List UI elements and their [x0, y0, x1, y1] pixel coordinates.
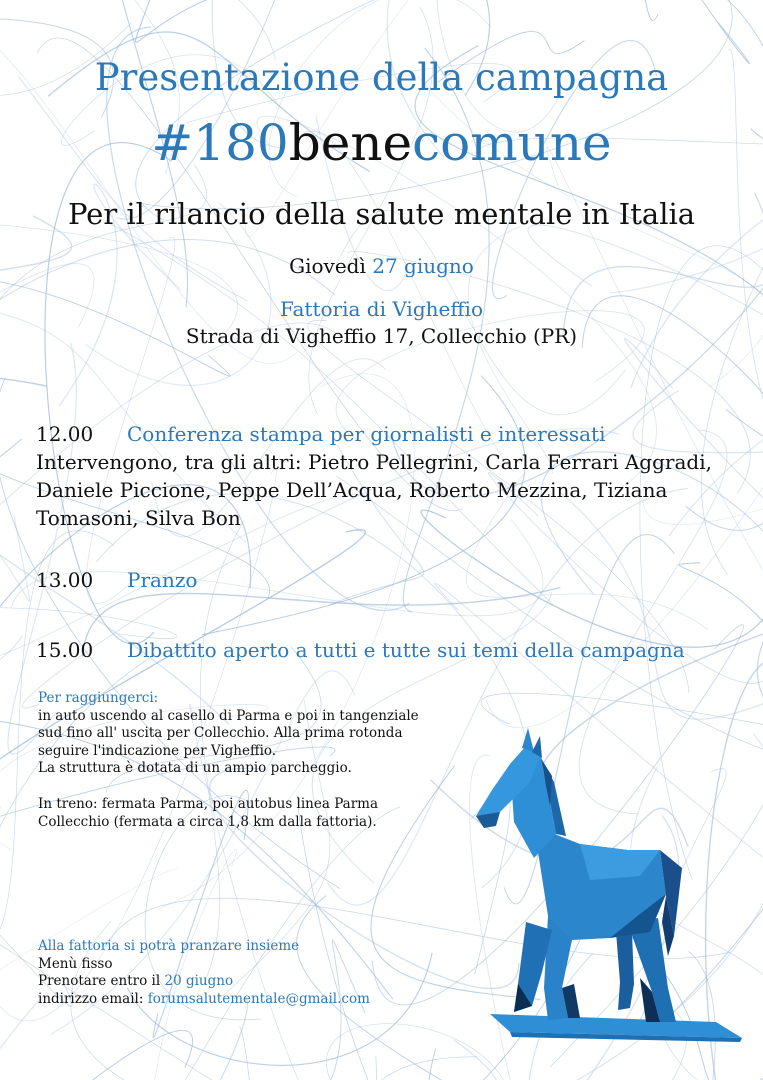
schedule-item: [36, 636, 751, 664]
hashtag-number: #180: [151, 114, 289, 172]
directions-line: In treno: fermata Parma, poi autobus linea Parma: [38, 796, 379, 812]
scribble-stroke: [141, 0, 732, 209]
directions-line: Collecchio (fermata a circa 1,8 km dalla fattoria).: [38, 813, 377, 830]
directions-car: [38, 690, 458, 778]
origami-horse-icon: [470, 726, 745, 1046]
scribble-stroke: [358, 1057, 478, 1080]
scribble-stroke: [240, 1026, 284, 1080]
scribble-stroke: [0, 608, 177, 639]
hashtag-bene: bene: [288, 114, 413, 172]
schedule-title: Pranzo: [127, 568, 198, 592]
event-day: Giovedì: [289, 254, 366, 278]
event-date-value: 27 giugno: [372, 254, 474, 278]
scribble-stroke: [0, 495, 30, 602]
contact-email: indirizzo email: forumsalutementale@gmail.com: [38, 990, 370, 1007]
scribble-stroke: [0, 841, 11, 1080]
schedule-time: 15.00: [36, 638, 94, 662]
lunch-info: [38, 938, 458, 1008]
venue-address: Strada di Vigheffio 17, Collecchio (PR): [185, 324, 578, 348]
scribble-stroke: [0, 635, 23, 755]
directions-train: [38, 796, 458, 831]
scribble-stroke: [308, 1056, 379, 1080]
schedule-item: [36, 420, 751, 532]
booking-deadline: Prenotare entro il 20 giugno: [38, 973, 234, 989]
scribble-stroke: [135, 0, 319, 42]
directions-line: La struttura è dotata di un ampio parcheggio.: [38, 760, 352, 776]
title-line: Presentazione della campagna: [94, 56, 669, 99]
schedule-time: 12.00: [36, 422, 94, 446]
lunch-heading: Alla fattoria si potrà pranzare insieme: [38, 938, 300, 954]
email-link[interactable]: forumsalutementale@gmail.com: [147, 990, 370, 1007]
campaign-hashtag: [0, 112, 763, 174]
schedule-title: Dibattito aperto a tutti e tutte sui temi della campagna: [127, 638, 685, 662]
schedule-detail: Intervengono, tra gli altri: Pietro Pellegrini, Carla Ferrari Aggradi, Daniele Piccione, Peppe Dell’Acqua, Roberto Mezzina, Tiziana Tomasoni, Silva Bon: [36, 450, 712, 530]
scribble-stroke: [0, 1030, 193, 1080]
event-date: [0, 252, 763, 280]
hashtag-comune: comune: [412, 114, 612, 172]
directions-heading: Per raggiungerci:: [38, 690, 159, 706]
schedule-title: Conferenza stampa per giornalisti e interessati: [127, 422, 606, 446]
directions-line: seguire l'indicazione per Vigheffio.: [38, 742, 277, 759]
scribble-stroke: [117, 0, 346, 219]
directions-line: in auto uscendo al casello di Parma e poi in tangenziale: [38, 707, 419, 724]
scribble-stroke: [0, 439, 22, 762]
subtitle: Per il rilancio della salute mentale in Italia: [67, 197, 696, 231]
scribble-stroke: [0, 799, 1, 1080]
venue-name: Fattoria di Vigheffio: [279, 297, 483, 321]
scribble-stroke: [0, 997, 44, 1080]
schedule-item: [36, 566, 751, 594]
directions-line: sud fino all' uscita per Collecchio. Alla prima rotonda: [38, 725, 403, 741]
lunch-menu: Menù fisso: [38, 955, 113, 972]
schedule-time: 13.00: [36, 568, 94, 592]
scribble-stroke: [757, 576, 763, 798]
scribble-stroke: [563, 0, 658, 20]
scribble-stroke: [581, 0, 749, 64]
